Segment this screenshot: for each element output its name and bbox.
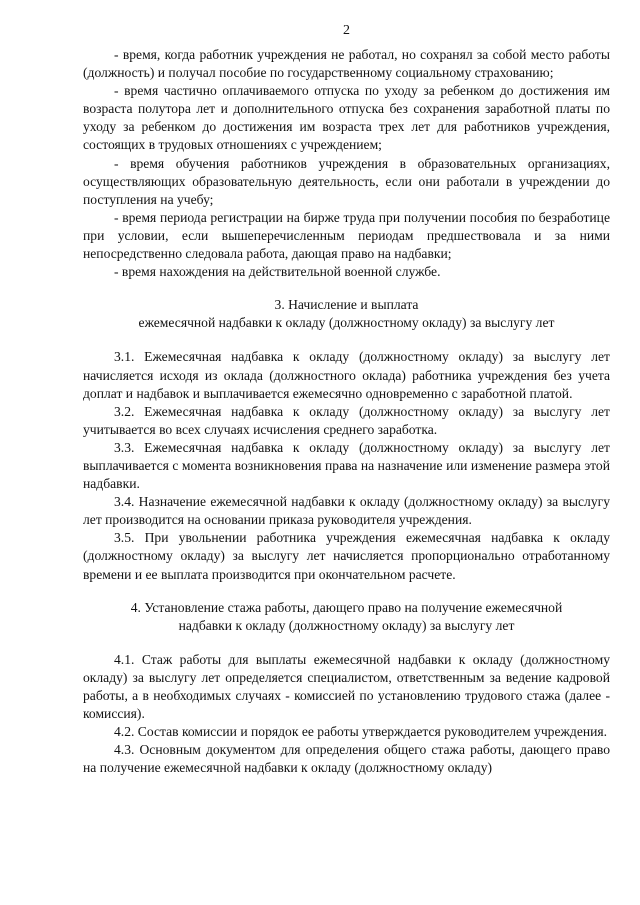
list-item: - время обучения работников учреждения в образовательных организациях, осуществляющих образовательную деятельность, если они работали в учреждении до поступления на учебу; bbox=[83, 155, 610, 207]
section-4-title-line2: надбавки к окладу (должностному окладу) за выслугу лет bbox=[178, 617, 515, 633]
section-3-title-line2: ежемесячной надбавки к окладу (должностному окладу) за выслугу лет bbox=[138, 315, 555, 331]
paragraph-4-2: 4.2. Состав комиссии и порядок ее работы утверждается руководителем учреждения. bbox=[114, 724, 608, 740]
section-3-heading bbox=[83, 296, 610, 332]
section-4-title-line1: 4. Установление стажа работы, дающего право на получение ежемесячной bbox=[130, 599, 563, 615]
paragraph-3-3: 3.3. Ежемесячная надбавка к окладу (должностному окладу) за выслугу лет выплачивается с момента возникновения права на назначение или изменение размера этой надбавки. bbox=[83, 439, 610, 492]
list-item: - время, когда работник учреждения не работал, но сохранял за собой место работы (должность) и получал пособие по государственному социальному страхованию; bbox=[83, 47, 610, 81]
paragraph-3-2: 3.2. Ежемесячная надбавка к окладу (должностному окладу) за выслугу лет учитывается во всех случаях исчисления среднего заработка. bbox=[83, 403, 610, 437]
section-4-heading bbox=[83, 599, 610, 635]
paragraph-4-3: 4.3. Основным документом для определения общего стажа работы, дающего право на получение ежемесячной надбавки к окладу (должностному окладу) bbox=[83, 742, 610, 776]
page-number: 2 bbox=[343, 23, 350, 38]
list-item: - время периода регистрации на бирже труда при получении пособия по безработице при условии, если вышеперечисленным периодам предшествовала и за ними непосредственно следовала работа, дающая право на надбавки; bbox=[83, 209, 610, 262]
paragraph-3-4: 3.4. Назначение ежемесячной надбавки к окладу (должностному окладу) за выслугу лет производится на основании приказа руководителя учреждения. bbox=[83, 494, 610, 528]
section-3-title-line1: 3. Начисление и выплата bbox=[274, 297, 419, 313]
list-item: - время нахождения на действительной военной службе. bbox=[114, 264, 441, 280]
list-item: - время частично оплачиваемого отпуска по уходу за ребенком до достижения им возраста полутора лет и дополнительного отпуска без сохранения заработной платы по уходу за ребенком до достижения им возраста трех лет для работников учреждения, состоящих в трудовых отношениях с учреждением; bbox=[83, 83, 610, 153]
paragraph-3-1: 3.1. Ежемесячная надбавка к окладу (должностному окладу) за выслугу лет начисляется исходя из оклада (должностного оклада) работника учреждения без учета доплат и надбавок и выплачивается ежемесячно одновременно с заработной платой. bbox=[83, 349, 610, 401]
section-3-body bbox=[83, 348, 610, 583]
section-4-body bbox=[83, 651, 610, 778]
paragraph-4-1: 4.1. Стаж работы для выплаты ежемесячной надбавки к окладу (должностному окладу) за выслугу лет определяется специалистом, ответственным за ведение кадровой работы, а в необходимых случаях - комиссией по установлению трудового стажа (далее - комиссия). bbox=[83, 651, 610, 722]
intro-list bbox=[83, 46, 610, 281]
paragraph-3-5: 3.5. При увольнении работника учреждения ежемесячная надбавка к окладу (должностному окладу) за выслугу лет начисляется пропорционально отработанному времени и ее выплата производится при окончательном расчете. bbox=[83, 530, 610, 582]
